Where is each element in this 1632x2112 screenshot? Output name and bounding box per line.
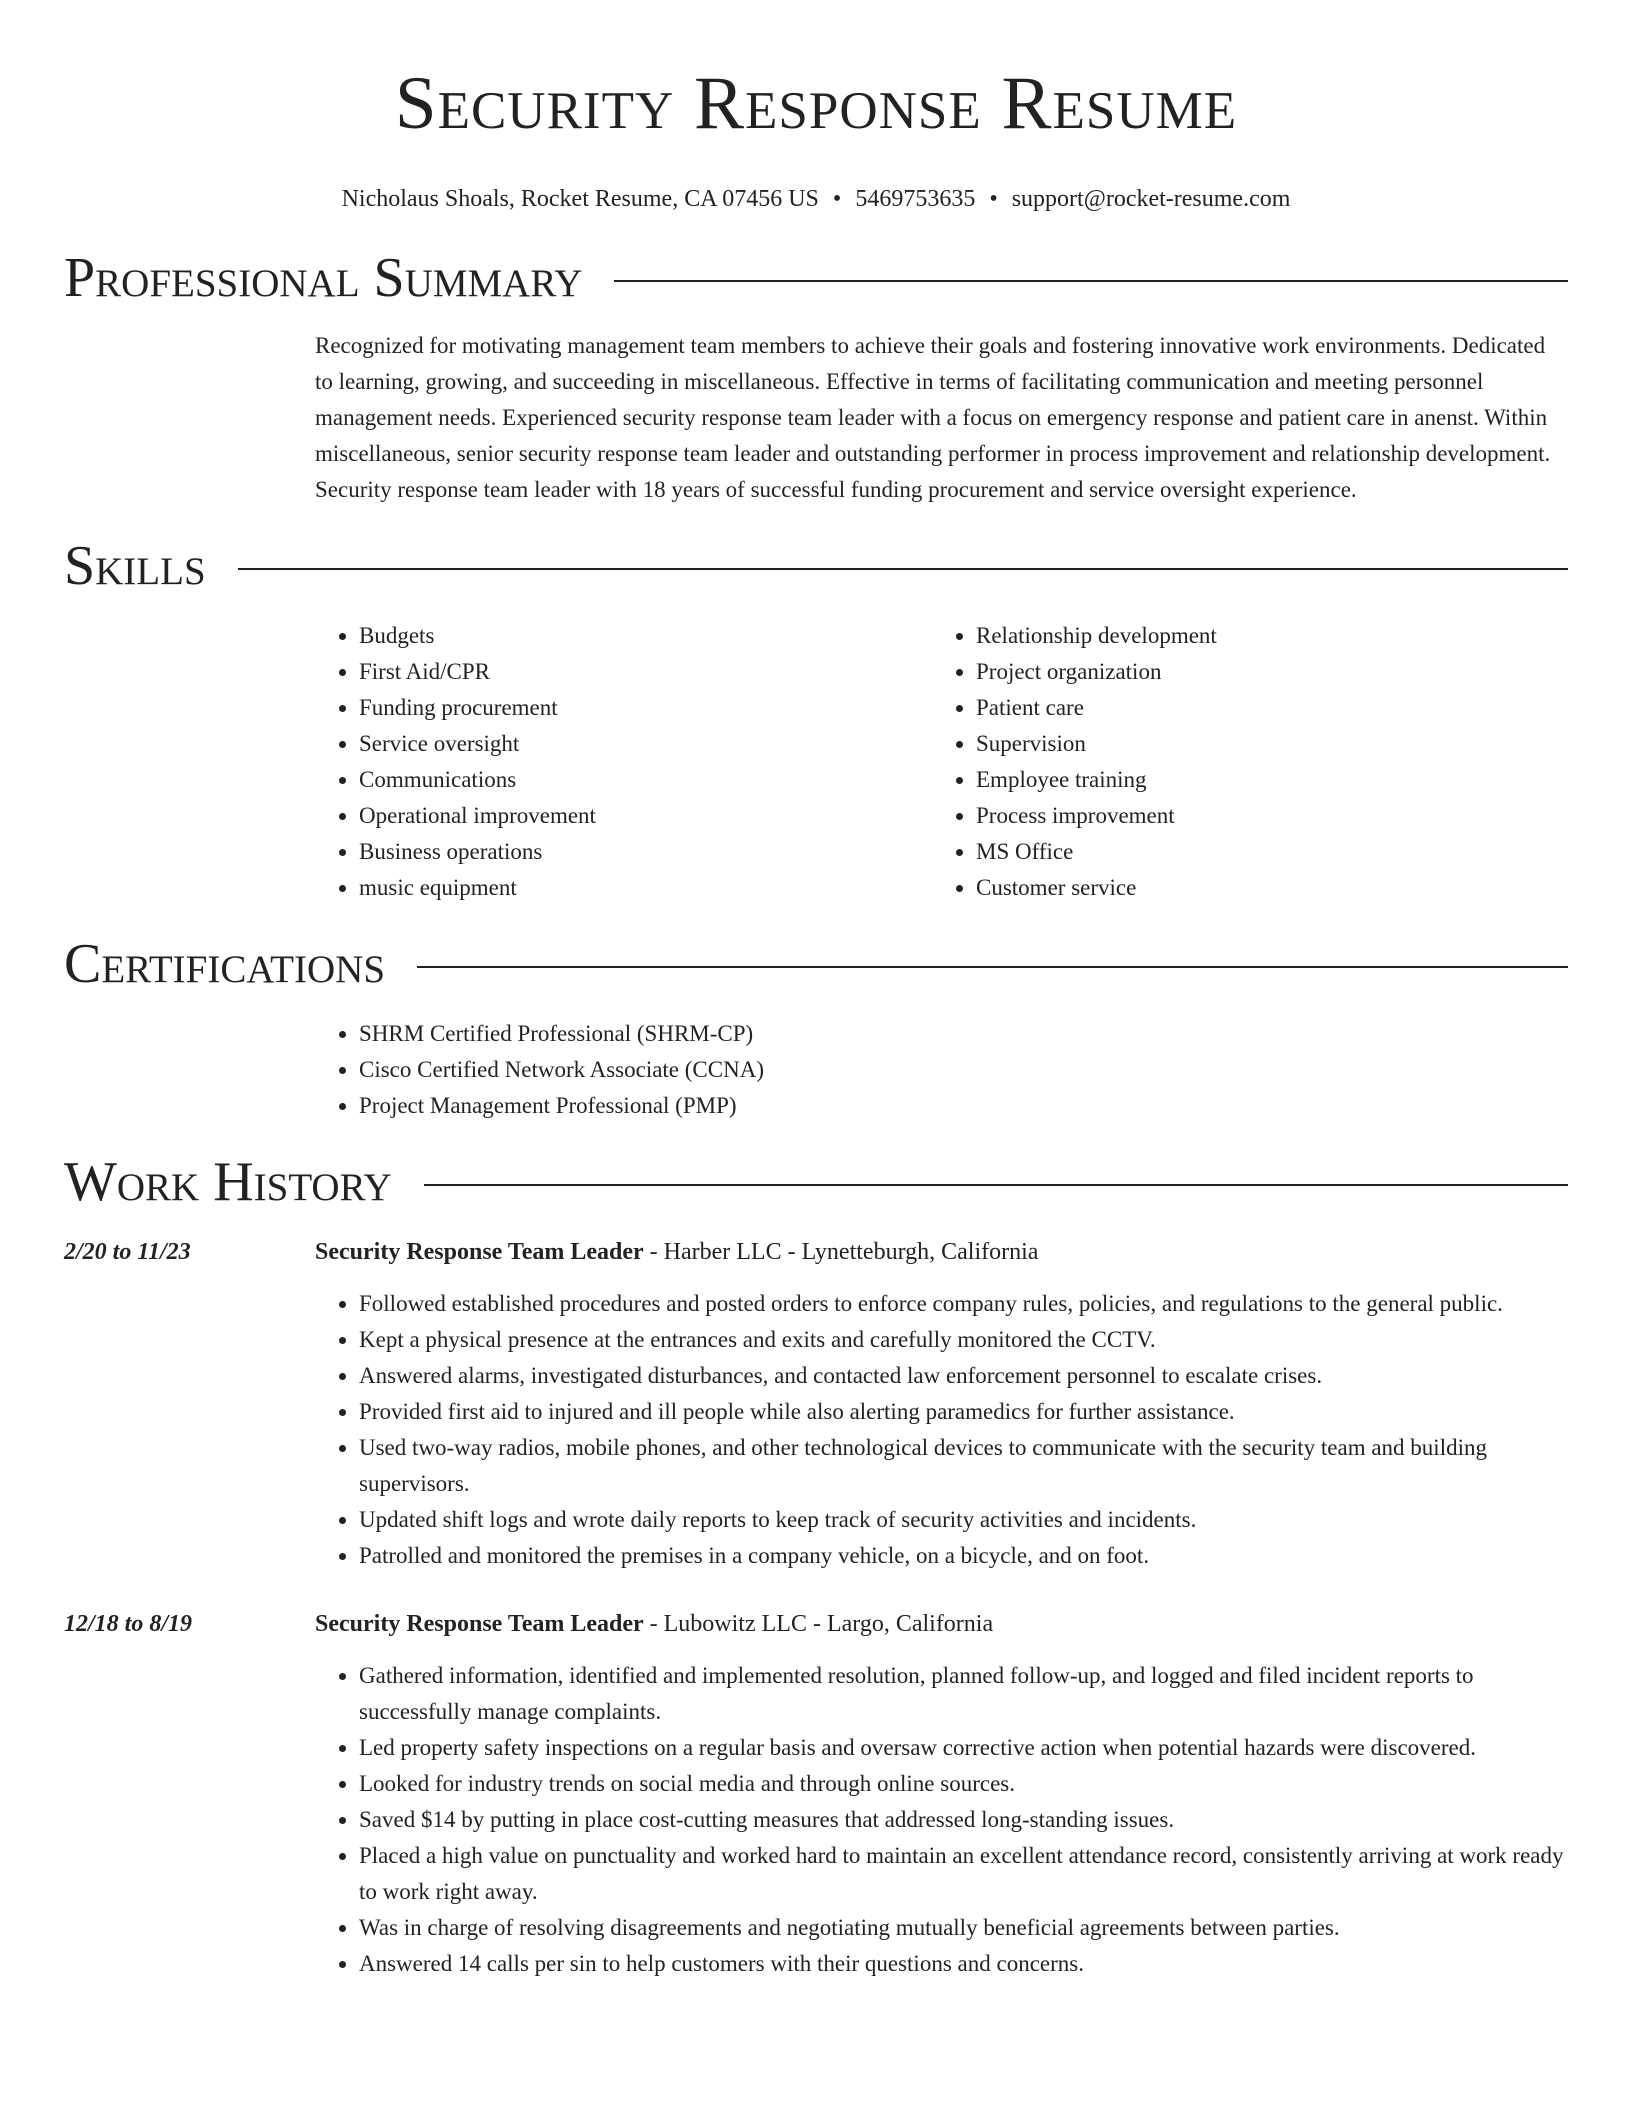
contact-phone: 5469753635 xyxy=(855,186,976,212)
job-bullet: • Provided first aid to injured and ill people while also alerting paramedics for further assistance. xyxy=(359,1394,1568,1430)
skills-grid xyxy=(315,618,1568,906)
skill-item: • Operational improvement xyxy=(359,798,932,834)
job-bullet: • Was in charge of resolving disagreements and negotiating mutually beneficial agreements between parties. xyxy=(359,1910,1568,1946)
certification-item: • SHRM Certified Professional (SHRM-CP) xyxy=(359,1016,1568,1052)
skill-item: • MS Office xyxy=(976,834,1549,870)
job-bullet: • Saved $14 by putting in place cost-cutting measures that addressed long-standing issues. xyxy=(359,1802,1568,1838)
job-bullet: • Answered alarms, investigated disturbances, and contacted law enforcement personnel to escalate crises. xyxy=(359,1358,1568,1394)
skill-item: • Business operations xyxy=(359,834,932,870)
skill-item: • Customer service xyxy=(976,870,1549,906)
job-bullet: • Answered 14 calls per sin to help customers with their questions and concerns. xyxy=(359,1946,1568,1982)
skills-section-header xyxy=(64,534,1568,598)
job-employer-location: - Lubowitz LLC - Largo, California xyxy=(643,1611,994,1637)
job-bullet: • Looked for industry trends on social media and through online sources. xyxy=(359,1766,1568,1802)
summary-heading: Professional Summary xyxy=(64,247,583,309)
job-bullet: • Used two-way radios, mobile phones, and other technological devices to communicate with the security team and building supervisors. xyxy=(359,1430,1568,1502)
job-title-line xyxy=(315,1606,1568,1642)
skill-item: • Employee training xyxy=(976,762,1549,798)
job-body xyxy=(315,1606,1568,1982)
section-divider xyxy=(417,966,1568,968)
skills-list-left xyxy=(315,618,932,906)
job-bullet: • Followed established procedures and posted orders to enforce company rules, policies, and regulations to the general public. xyxy=(359,1286,1568,1322)
section-divider xyxy=(238,568,1568,570)
job-dates: 12/18 to 8/19 xyxy=(64,1611,193,1637)
job-bullet: • Led property safety inspections on a regular basis and oversaw corrective action when potential hazards were discovered. xyxy=(359,1730,1568,1766)
certification-item: • Cisco Certified Network Associate (CCNA) xyxy=(359,1052,1568,1088)
job-bullets xyxy=(315,1658,1568,1982)
skill-item: • Communications xyxy=(359,762,932,798)
contact-separator: • xyxy=(832,186,842,212)
work-history-section-header xyxy=(64,1150,1568,1214)
certifications-body xyxy=(315,1016,1568,1124)
job-entry xyxy=(64,1606,1568,1982)
job-body xyxy=(315,1234,1568,1574)
certifications-heading: Certifications xyxy=(64,933,386,995)
summary-body xyxy=(315,328,1568,508)
job-title-line xyxy=(315,1234,1568,1270)
job-bullet: • Patrolled and monitored the premises in a company vehicle, on a bicycle, and on foot. xyxy=(359,1538,1568,1574)
certification-item: • Project Management Professional (PMP) xyxy=(359,1088,1568,1124)
contact-email: support@rocket-resume.com xyxy=(1011,186,1291,212)
job-entry xyxy=(64,1234,1568,1574)
skill-item: • Patient care xyxy=(976,690,1549,726)
contact-name-location: Nicholaus Shoals, Rocket Resume, CA 07456 US xyxy=(341,186,819,212)
certifications-list xyxy=(315,1016,1568,1124)
skill-item: • Supervision xyxy=(976,726,1549,762)
job-role: Security Response Team Leader xyxy=(315,1611,644,1637)
section-divider xyxy=(614,280,1568,282)
skill-item: • First Aid/CPR xyxy=(359,654,932,690)
skills-list-right xyxy=(932,618,1549,906)
contact-separator: • xyxy=(989,186,998,212)
summary-section-header xyxy=(64,246,1568,310)
page-title: Security Response Resume xyxy=(394,62,1238,145)
certifications-section-header xyxy=(64,932,1568,996)
contact-line xyxy=(64,184,1568,214)
section-divider xyxy=(424,1184,1568,1186)
work-history-heading: Work History xyxy=(64,1151,392,1213)
job-bullet: • Kept a physical presence at the entrances and exits and carefully monitored the CCTV. xyxy=(359,1322,1568,1358)
job-bullet: • Gathered information, identified and implemented resolution, planned follow-up, and logged and filed incident reports to successfully manage complaints. xyxy=(359,1658,1568,1730)
job-bullets xyxy=(315,1286,1568,1574)
job-employer-location: - Harber LLC - Lynetteburgh, California xyxy=(643,1239,1039,1265)
skills-heading: Skills xyxy=(64,535,206,597)
skill-item: • Service oversight xyxy=(359,726,932,762)
skill-item: • Process improvement xyxy=(976,798,1549,834)
job-dates: 2/20 to 11/23 xyxy=(64,1239,191,1265)
job-role: Security Response Team Leader xyxy=(315,1239,644,1265)
skill-item: • Budgets xyxy=(359,618,932,654)
skill-item: • Project organization xyxy=(976,654,1549,690)
skill-item: • Relationship development xyxy=(976,618,1549,654)
job-bullet: • Placed a high value on punctuality and worked hard to maintain an excellent attendance record, consistently arriving at work ready to work right away. xyxy=(359,1838,1568,1910)
job-bullet: • Updated shift logs and wrote daily reports to keep track of security activities and incidents. xyxy=(359,1502,1568,1538)
summary-text: Recognized for motivating management team members to achieve their goals and fostering innovative work environments. Dedicated to learning, growing, and succeeding in miscellaneous. Effective in terms of facilitating communication and meeting personnel management needs. Experienced security response team leader with a focus on emergency response and patient care in anenst. Within miscellaneous, senior security response team leader and outstanding performer in process improvement and relationship development. Security response team leader with 18 years of successful funding procurement and service oversight experience. xyxy=(315,333,1551,502)
skill-item: • music equipment xyxy=(359,870,932,906)
skill-item: • Funding procurement xyxy=(359,690,932,726)
